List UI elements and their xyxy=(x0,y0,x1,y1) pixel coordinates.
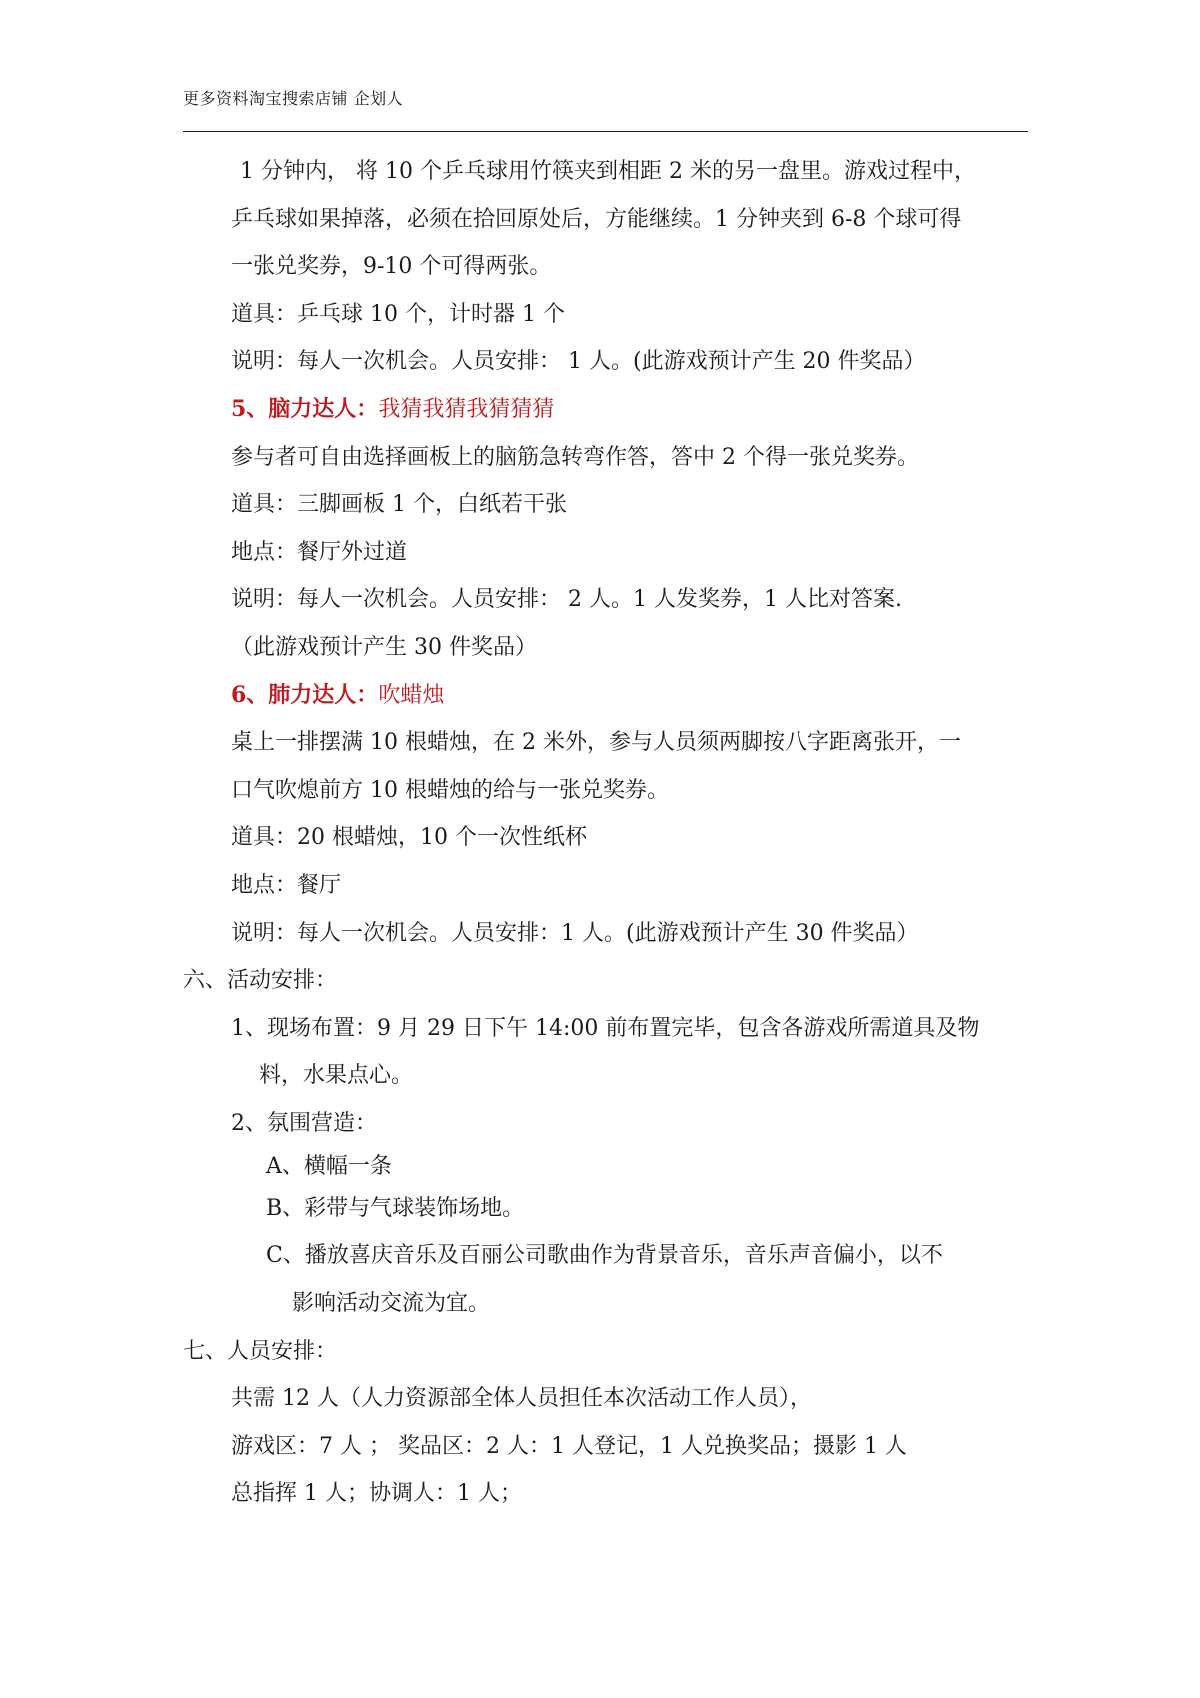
note-line: 说明：每人一次机会。人员安排： 2 人。1 人发奖券，1 人比对答案. xyxy=(231,587,902,613)
paragraph-line: 一张兑奖券，9-10 个可得两张。 xyxy=(231,254,552,280)
paragraph-line: 总指挥 1 人；协调人：1 人； xyxy=(231,1481,522,1507)
props-line: 道具：20 根蜡烛，10 个一次性纸杯 xyxy=(231,825,587,851)
paragraph-line: 乒乓球如果掉落，必须在拾回原处后，方能继续。1 分钟夹到 6-8 个球可得 xyxy=(231,206,962,232)
document-body xyxy=(183,148,1028,1518)
props-line: 道具：乒乓球 10 个，计时器 1 个 xyxy=(231,301,565,327)
game-5-number: 5、脑力达人： xyxy=(231,395,379,422)
note-line: 说明：每人一次机会。人员安排： 1 人。(此游戏预计产生 20 件奖品） xyxy=(231,349,926,375)
note-line: 说明：每人一次机会。人员安排：1 人。(此游戏预计产生 30 件奖品） xyxy=(231,920,919,946)
header-divider xyxy=(183,131,1028,132)
game-6-heading xyxy=(183,672,1028,720)
paragraph-line: 游戏区：7 人 ； 奖品区：2 人：1 人登记，1 人兑换奖品；摄影 1 人 xyxy=(231,1433,907,1459)
location-line: 地点：餐厅外过道 xyxy=(231,539,408,565)
paragraph-line: 桌上一排摆满 10 根蜡烛，在 2 米外，参与人员须两脚按八字距离张开，一 xyxy=(231,730,961,756)
props-line: 道具：三脚画板 1 个，白纸若干张 xyxy=(231,492,567,518)
page-header: 更多资料淘宝搜索店铺 企划人 xyxy=(183,89,404,108)
list-item: 1、现场布置：9 月 29 日下午 14:00 前布置完毕，包含各游戏所需道具及物 xyxy=(231,1015,980,1041)
paragraph-line: 参与者可自由选择画板上的脑筋急转弯作答，答中 2 个得一张兑奖券。 xyxy=(231,444,919,470)
game-5-name: 我猜我猜我猜猜猜 xyxy=(378,396,555,422)
game-6-name: 吹蜡烛 xyxy=(378,682,445,708)
location-line: 地点：餐厅 xyxy=(231,872,342,898)
sub-list-item: C、播放喜庆音乐及百丽公司歌曲作为背景音乐，音乐声音偏小，以不 xyxy=(266,1243,943,1269)
sub-list-item: B、彩带与气球装饰场地。 xyxy=(266,1196,525,1222)
paragraph-line: 1 分钟内， 将 10 个乒乓球用竹筷夹到相距 2 米的另一盘里。游戏过程中， xyxy=(240,159,976,184)
list-item: 2、氛围营造： xyxy=(231,1110,377,1136)
section-6-heading: 六、活动安排： xyxy=(183,968,338,994)
sub-list-item: A、横幅一条 xyxy=(266,1154,392,1180)
section-7-heading: 七、人员安排： xyxy=(183,1338,338,1364)
paragraph-line: 共需 12 人（人力资源部全体人员担任本次活动工作人员）， xyxy=(231,1386,812,1412)
game-6-number: 6、肺力达人： xyxy=(231,681,379,708)
paragraph-line: 口气吹熄前方 10 根蜡烛的给与一张兑奖券。 xyxy=(231,777,669,803)
sub-list-item-continuation: 影响活动交流为宜。 xyxy=(292,1291,491,1317)
game-5-heading xyxy=(183,386,1028,434)
note-line: （此游戏预计产生 30 件奖品） xyxy=(231,634,537,660)
list-item-continuation: 料，水果点心。 xyxy=(259,1063,414,1089)
